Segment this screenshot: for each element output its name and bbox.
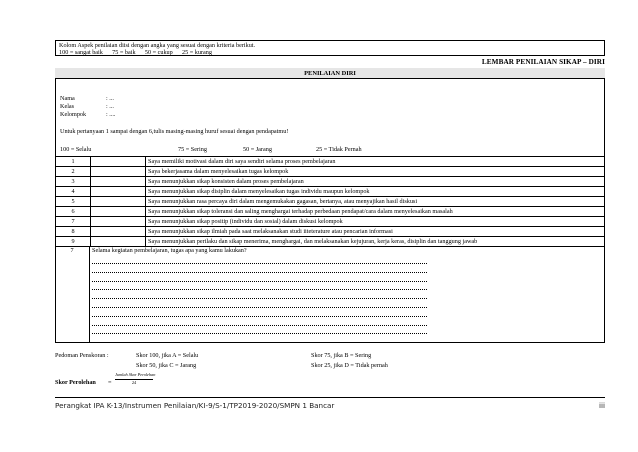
table-row — [56, 187, 605, 197]
scoring-rule-b: Skor 75, jika B = Sering — [311, 352, 372, 359]
item-number: 6 — [56, 207, 91, 217]
scoring-rule-a: Skor 100, jika A = Selalu — [136, 352, 199, 359]
answer-line[interactable] — [92, 333, 427, 334]
table-row — [56, 227, 605, 237]
scale-often: 75 = Sering — [178, 146, 207, 153]
item-statement: Saya menunjukkan sikap konsisten dalam proses pembelajaran — [146, 177, 605, 187]
table-row — [56, 237, 605, 247]
answer-line[interactable] — [92, 342, 427, 343]
item-number: 9 — [56, 237, 91, 247]
page-number: iii — [599, 401, 605, 410]
question-7-number: 7 — [55, 246, 90, 343]
scale-rarely: 50 = Jarang — [243, 146, 272, 153]
answer-line[interactable] — [92, 325, 427, 326]
item-answer-cell[interactable] — [91, 157, 146, 167]
identity-label-name: Nama — [60, 95, 75, 102]
formula-denominator: 24 — [131, 379, 137, 385]
formula-fraction — [115, 372, 156, 385]
section-header: PENILAIAN DIRI — [55, 68, 605, 79]
item-answer-cell[interactable] — [91, 207, 146, 217]
scale-always: 100 = Selalu — [60, 146, 92, 153]
answer-line[interactable] — [92, 263, 427, 264]
scale-never: 25 = Tidak Pernah — [316, 146, 362, 153]
item-number: 4 — [56, 187, 91, 197]
table-row — [56, 157, 605, 167]
item-statement: Saya menunjukkan sikap positip (individu dan sosial) dalam diskusi kelompok — [146, 217, 605, 227]
item-number: 3 — [56, 177, 91, 187]
instruction-text: Untuk pertanyaan 1 sampai dengan 6,tulis masing-masing huruf sesuai dengan pendapatmu! — [60, 128, 289, 135]
item-answer-cell[interactable] — [91, 227, 146, 237]
item-answer-cell[interactable] — [91, 197, 146, 207]
item-number: 8 — [56, 227, 91, 237]
question-7-text: Selama kegiatan pembelajaran, tugas apa yang kamu lakukan? — [92, 247, 247, 254]
criteria-note-line-1: Kolom Aspek penilaian diisi dengan angka yang sesuai dengan kriteria berikut. — [59, 42, 256, 49]
item-answer-cell[interactable] — [91, 177, 146, 187]
item-answer-cell[interactable] — [91, 187, 146, 197]
formula-equals: = — [108, 379, 112, 386]
item-number: 2 — [56, 167, 91, 177]
item-statement: Saya bekerjasama dalam menyelesaikan tugas kelompok — [146, 167, 605, 177]
scoring-label: Pedoman Penskoran : — [55, 352, 109, 359]
table-row — [56, 177, 605, 187]
answer-line[interactable] — [92, 316, 427, 317]
answer-line[interactable] — [92, 307, 427, 308]
item-statement: Saya menunjukkan sikap disiplin dalam menyelesaikan tugas individu maupun kelompok — [146, 187, 605, 197]
item-statement: Saya menunjukkan sikap ilmiah pada saat melaksanakan studi iiteterature atau pencarian informasi — [146, 227, 605, 237]
scoring-rule-c: Skor 50, jika C = Jarang — [136, 362, 197, 369]
answer-line[interactable] — [92, 298, 427, 299]
item-number: 1 — [56, 157, 91, 167]
scoring-rule-d: Skor 25, jika D = Tidak pernah — [311, 362, 388, 369]
criteria-note-line-2: 100 = sangat baik 75 = baik 50 = cukup 25 = kurang — [59, 49, 212, 57]
item-number: 5 — [56, 197, 91, 207]
item-statement: Saya menunjukkan rasa percaya diri dalam mengemukakan gagasan, bertanya, atau menyajikan hasil diskusi — [146, 197, 605, 207]
item-number: 7 — [56, 217, 91, 227]
items-table — [55, 156, 605, 247]
item-answer-cell[interactable] — [91, 167, 146, 177]
item-statement: Saya memiliki motivasi dalam diri saya sendiri selama proses pembelajaran — [146, 157, 605, 167]
table-row — [56, 167, 605, 177]
identity-label-class: Kelas — [60, 103, 75, 110]
item-statement: Saya menunjukkan sikap toleransi dan saling menghargai terhadap perbedaan pendapat/cara dalam menyelesaikan masalah — [146, 207, 605, 217]
formula-label: Skor Perolehan — [55, 379, 96, 386]
identity-label-group: Kelompok — [60, 111, 87, 118]
identity-value-group: : .... — [106, 111, 116, 118]
table-row — [56, 217, 605, 227]
footer-rule — [55, 397, 605, 398]
criteria-note-box — [55, 40, 605, 56]
formula-numerator: Jumlah Skor Perolehan — [115, 373, 153, 380]
identity-value-class: : ... — [106, 103, 114, 110]
table-row — [56, 197, 605, 207]
answer-line[interactable] — [92, 289, 427, 290]
sheet-title: LEMBAR PENILAIAN SIKAP – DIRI — [481, 58, 605, 66]
item-statement: Saya menunjukkan perilaku dan sikap menerima, menghargai, dan melaksanakan kejujuran, kerja keras, disiplin dan tanggung jawab — [146, 237, 605, 247]
footer-text: Perangkat IPA K-13/Instrumen Penilaian/KI-9/S-1/TP2019-2020/SMPN 1 Bancar — [55, 401, 335, 410]
question-7-area — [55, 246, 605, 343]
table-row — [56, 207, 605, 217]
item-answer-cell[interactable] — [91, 217, 146, 227]
identity-value-name: : ... — [106, 95, 114, 102]
answer-line[interactable] — [92, 281, 427, 282]
item-answer-cell[interactable] — [91, 237, 146, 247]
answer-line[interactable] — [92, 272, 427, 273]
